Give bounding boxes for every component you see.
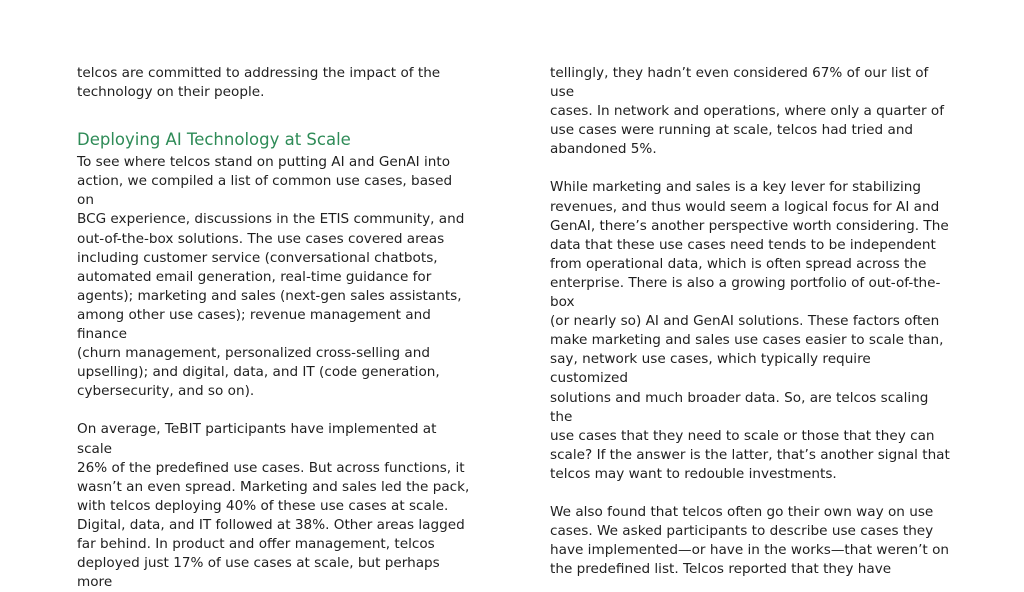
right-column (550, 64, 950, 579)
marketing-paragraph: While marketing and sales is a key lever for stabilizing revenues, and thus would seem a logical focus for AI and GenAI, there’s another perspective worth considering. The data that these use cases need tends to be independent from operational data, which is often spread across the enterprise. There is also a growing portfolio of out-of-the-box (or nearly so) AI and GenAI solutions. These factors often make marketing and sales use cases easier to scale than, say, network use cases, which typically require customized solutions and much broader data. So, are telcos scaling the use cases that they need to scale or those that they can scale? If the answer is the latter, that’s another signal that telcos may want to redouble investments. (550, 179, 950, 482)
use-case-paragraph: To see where telcos stand on putting AI and GenAI into action, we compiled a list of common use cases, based on BCG experience, discussions in the ETIS community, and out-of-the-box solutions. The use cases covered areas including customer service (conversational chatbots, automated email generation, real-time guidance for agents); marketing and sales (next-gen sales assistants, among other use cases); revenue management and finance (churn management, personalized cross-selling and upselling); and digital, data, and IT (code generation, cybersecurity, and so on). (77, 154, 465, 400)
own-way-paragraph: We also found that telcos often go their own way on use cases. We asked participants to describe use cases they have implemented—or have in the works—that weren’t on the predefined list. Telcos reported that they have (550, 503, 949, 578)
average-paragraph: On average, TeBIT participants have implemented at scale 26% of the predefined use cases. But across functions, it wasn’t an even spread. Marketing and sales led the pack, with telcos deploying 40% of these use cases at scale. Digital, data, and IT followed at 38%. Other areas lagged far behind. In product and offer management, telcos deployed just 17% of use cases at scale, but perhaps more (77, 421, 470, 591)
intro-paragraph: telcos are committed to addressing the impact of the technology on their people. (77, 65, 441, 101)
tellingly-paragraph: tellingly, they hadn’t even considered 67% of our list of use cases. In network and operations, where only a quarter of use cases were running at scale, telcos had tried and abandoned 5%. (550, 65, 944, 158)
section-heading: Deploying AI Technology at Scale (77, 130, 351, 150)
left-column (77, 64, 472, 592)
